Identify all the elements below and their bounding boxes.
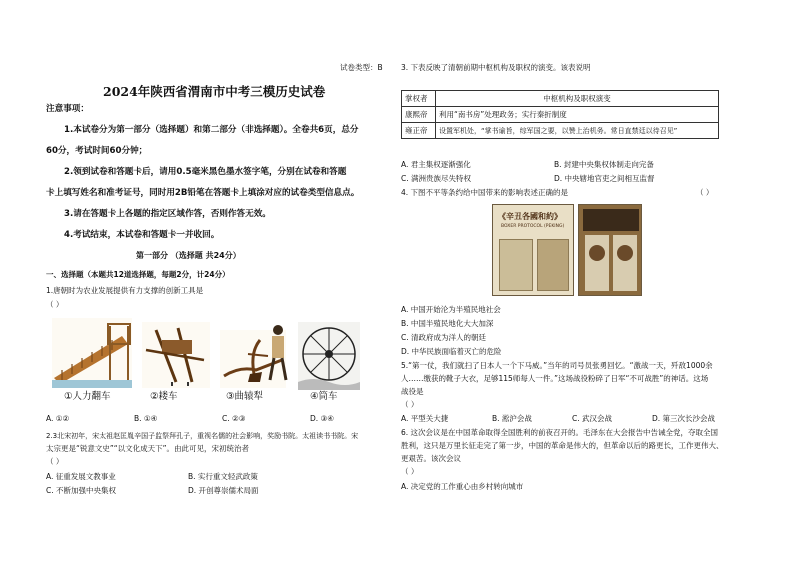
table-row — [402, 123, 719, 139]
tool-caption-1: ①人力翻车 — [64, 391, 111, 402]
question-5-paren: （ ） — [401, 400, 419, 409]
question-3-stem: 3. 下表反映了清朝前期中枢机构及职权的演变。该表说明 — [401, 63, 591, 72]
option-a: A. 平型关大捷 — [401, 414, 449, 423]
option-b: B. 淞沪会战 — [492, 414, 532, 423]
question-6-stem: 胜利，这只是万里长征走完了第一步，中国的革命是伟大的，但革命以后的路更长，工作更伟大、 — [401, 441, 724, 450]
option-b: B. ①④ — [134, 414, 158, 423]
table-header-cell: 中枢机构及职权演变 — [436, 91, 719, 107]
option-d: D. ③④ — [310, 414, 334, 423]
notice-line: 4.考试结束，本试卷和答题卡一并收回。 — [64, 230, 220, 240]
water-wheel-image — [298, 322, 360, 390]
question-1-paren: （ ） — [46, 300, 64, 309]
treaty-book-image — [492, 204, 574, 296]
question-2-paren: （ ） — [46, 457, 64, 466]
seed-drill-image — [142, 322, 210, 388]
notice-line: 卡上填写姓名和准考证号，同时用2B铅笔在答题卡上填涂对应的试卷类型信息点。 — [46, 188, 360, 198]
treaty-image-title: 《辛丑各國和約》 — [498, 211, 562, 221]
option-b: B. 实行重文轻武政策 — [188, 472, 258, 481]
question-5-stem: 5.“第一仗，我们就扫了日本人一个下马威。”当年的司号员张勇回忆。“激战一天，歼敌1000余 — [401, 361, 713, 370]
question-5-stem: 人……缴获的靴子大衣，足够115师每人一件。”这场战役粉碎了日军“不可战胜”的神话。这场 — [401, 374, 709, 383]
question-5-stem: 战役是 — [401, 387, 424, 396]
part-heading: 第一部分 （选择题 共24分） — [136, 251, 241, 260]
notice-line: 2.领到试卷和答题卡后，请用0.5毫米黑色墨水签字笔，分别在试卷和答题 — [64, 167, 347, 177]
tool-caption-4: ④筒车 — [310, 391, 338, 402]
option-a: A. 君主集权逐渐强化 — [401, 160, 471, 169]
section-heading: 一、选择题（本题共12道选择题，每题2分，计24分） — [46, 270, 230, 279]
notice-line: 3.请在答题卡上各题的指定区域作答，否则作答无效。 — [64, 209, 271, 219]
table-row — [402, 107, 719, 123]
paper-type: 试卷类型：B — [340, 63, 383, 72]
page-title: 2024年陕西省渭南市中考三模历史试卷 — [103, 84, 326, 99]
option-b: B. 中国半殖民地化大大加深 — [401, 319, 494, 328]
option-a: A. 决定党的工作重心由乡村转向城市 — [401, 482, 524, 491]
option-d: D. 第三次长沙会战 — [652, 414, 716, 423]
option-a: A. 征重发展文教事业 — [46, 472, 116, 481]
question-6-stem: 更艰苦。该次会议 — [401, 454, 461, 463]
notice-heading: 注意事项： — [46, 104, 89, 114]
option-d: D. 中华民族面临着灭亡的危险 — [401, 347, 502, 356]
option-d: D. 开创尊崇儒术局面 — [188, 486, 259, 495]
notice-line: 1.本试卷分为第一部分（选择题）和第二部分（非选择题）。全卷共6页，总分 — [64, 125, 359, 135]
farmer-figure-image — [262, 322, 292, 382]
question-4-stem: 4. 下图不平等条约给中国带来的影响表述正确的是 — [401, 188, 569, 197]
square-pallet-chain-pump-image — [52, 318, 132, 388]
table-header-row — [402, 91, 719, 107]
option-c: C. ②③ — [222, 414, 246, 423]
option-c: C. 满洲贵族尽失特权 — [401, 174, 472, 183]
tool-caption-2: ②耧车 — [150, 391, 178, 402]
tool-caption-3: ③曲辕犁 — [226, 391, 264, 402]
question-6-paren: （ ） — [401, 467, 419, 476]
option-c: C. 不断加强中央集权 — [46, 486, 117, 495]
option-d: D. 中央辖地官吏之间相互监督 — [554, 174, 655, 183]
table-header-cell: 掌权者 — [402, 91, 436, 107]
question-2-stem: 太宗更是“锐意文史”“以文化成天下”。由此可见，宋初统治者 — [46, 444, 250, 453]
option-c: C. 武汉会战 — [572, 414, 613, 423]
table-cell: 雍正帝 — [402, 123, 436, 139]
institution-table — [401, 90, 719, 139]
notice-line: 60分，考试时间60分钟； — [46, 146, 148, 156]
question-4-paren: （ ） — [696, 188, 714, 197]
option-c: C. 清政府成为洋人的朝廷 — [401, 333, 487, 342]
option-a: A. ①② — [46, 414, 70, 423]
question-6-stem: 6. 这次会议是在中国革命取得全国胜利的前夜召开的。毛泽东在大会报告中告诫全党，夺取全国 — [401, 428, 719, 437]
question-1-stem: 1.唐朝时为农业发展提供有力支撑的创新工具是 — [46, 286, 204, 295]
treaty-document-image — [578, 204, 642, 296]
table-cell: 利用“南书房”处理政务；实行秦折制度 — [436, 107, 719, 123]
option-a: A. 中国开始沦为半殖民地社会 — [401, 305, 501, 314]
table-cell: 设置军机处，“掌书谕旨，综军国之要，以赞上治机务。常日直禁廷以待召见” — [436, 123, 719, 139]
question-2-stem: 2.3北宋初年，宋太祖赵匡胤辛国子监祭拜孔子，重视名儒的社会影响，奖励书院。太祖读书书院。宋 — [46, 432, 359, 440]
option-b: B. 封建中央集权体制走向完备 — [554, 160, 654, 169]
treaty-image-subtitle: BOXER PROTOCOL (PEKING) — [501, 224, 565, 229]
table-cell: 康熙帝 — [402, 107, 436, 123]
